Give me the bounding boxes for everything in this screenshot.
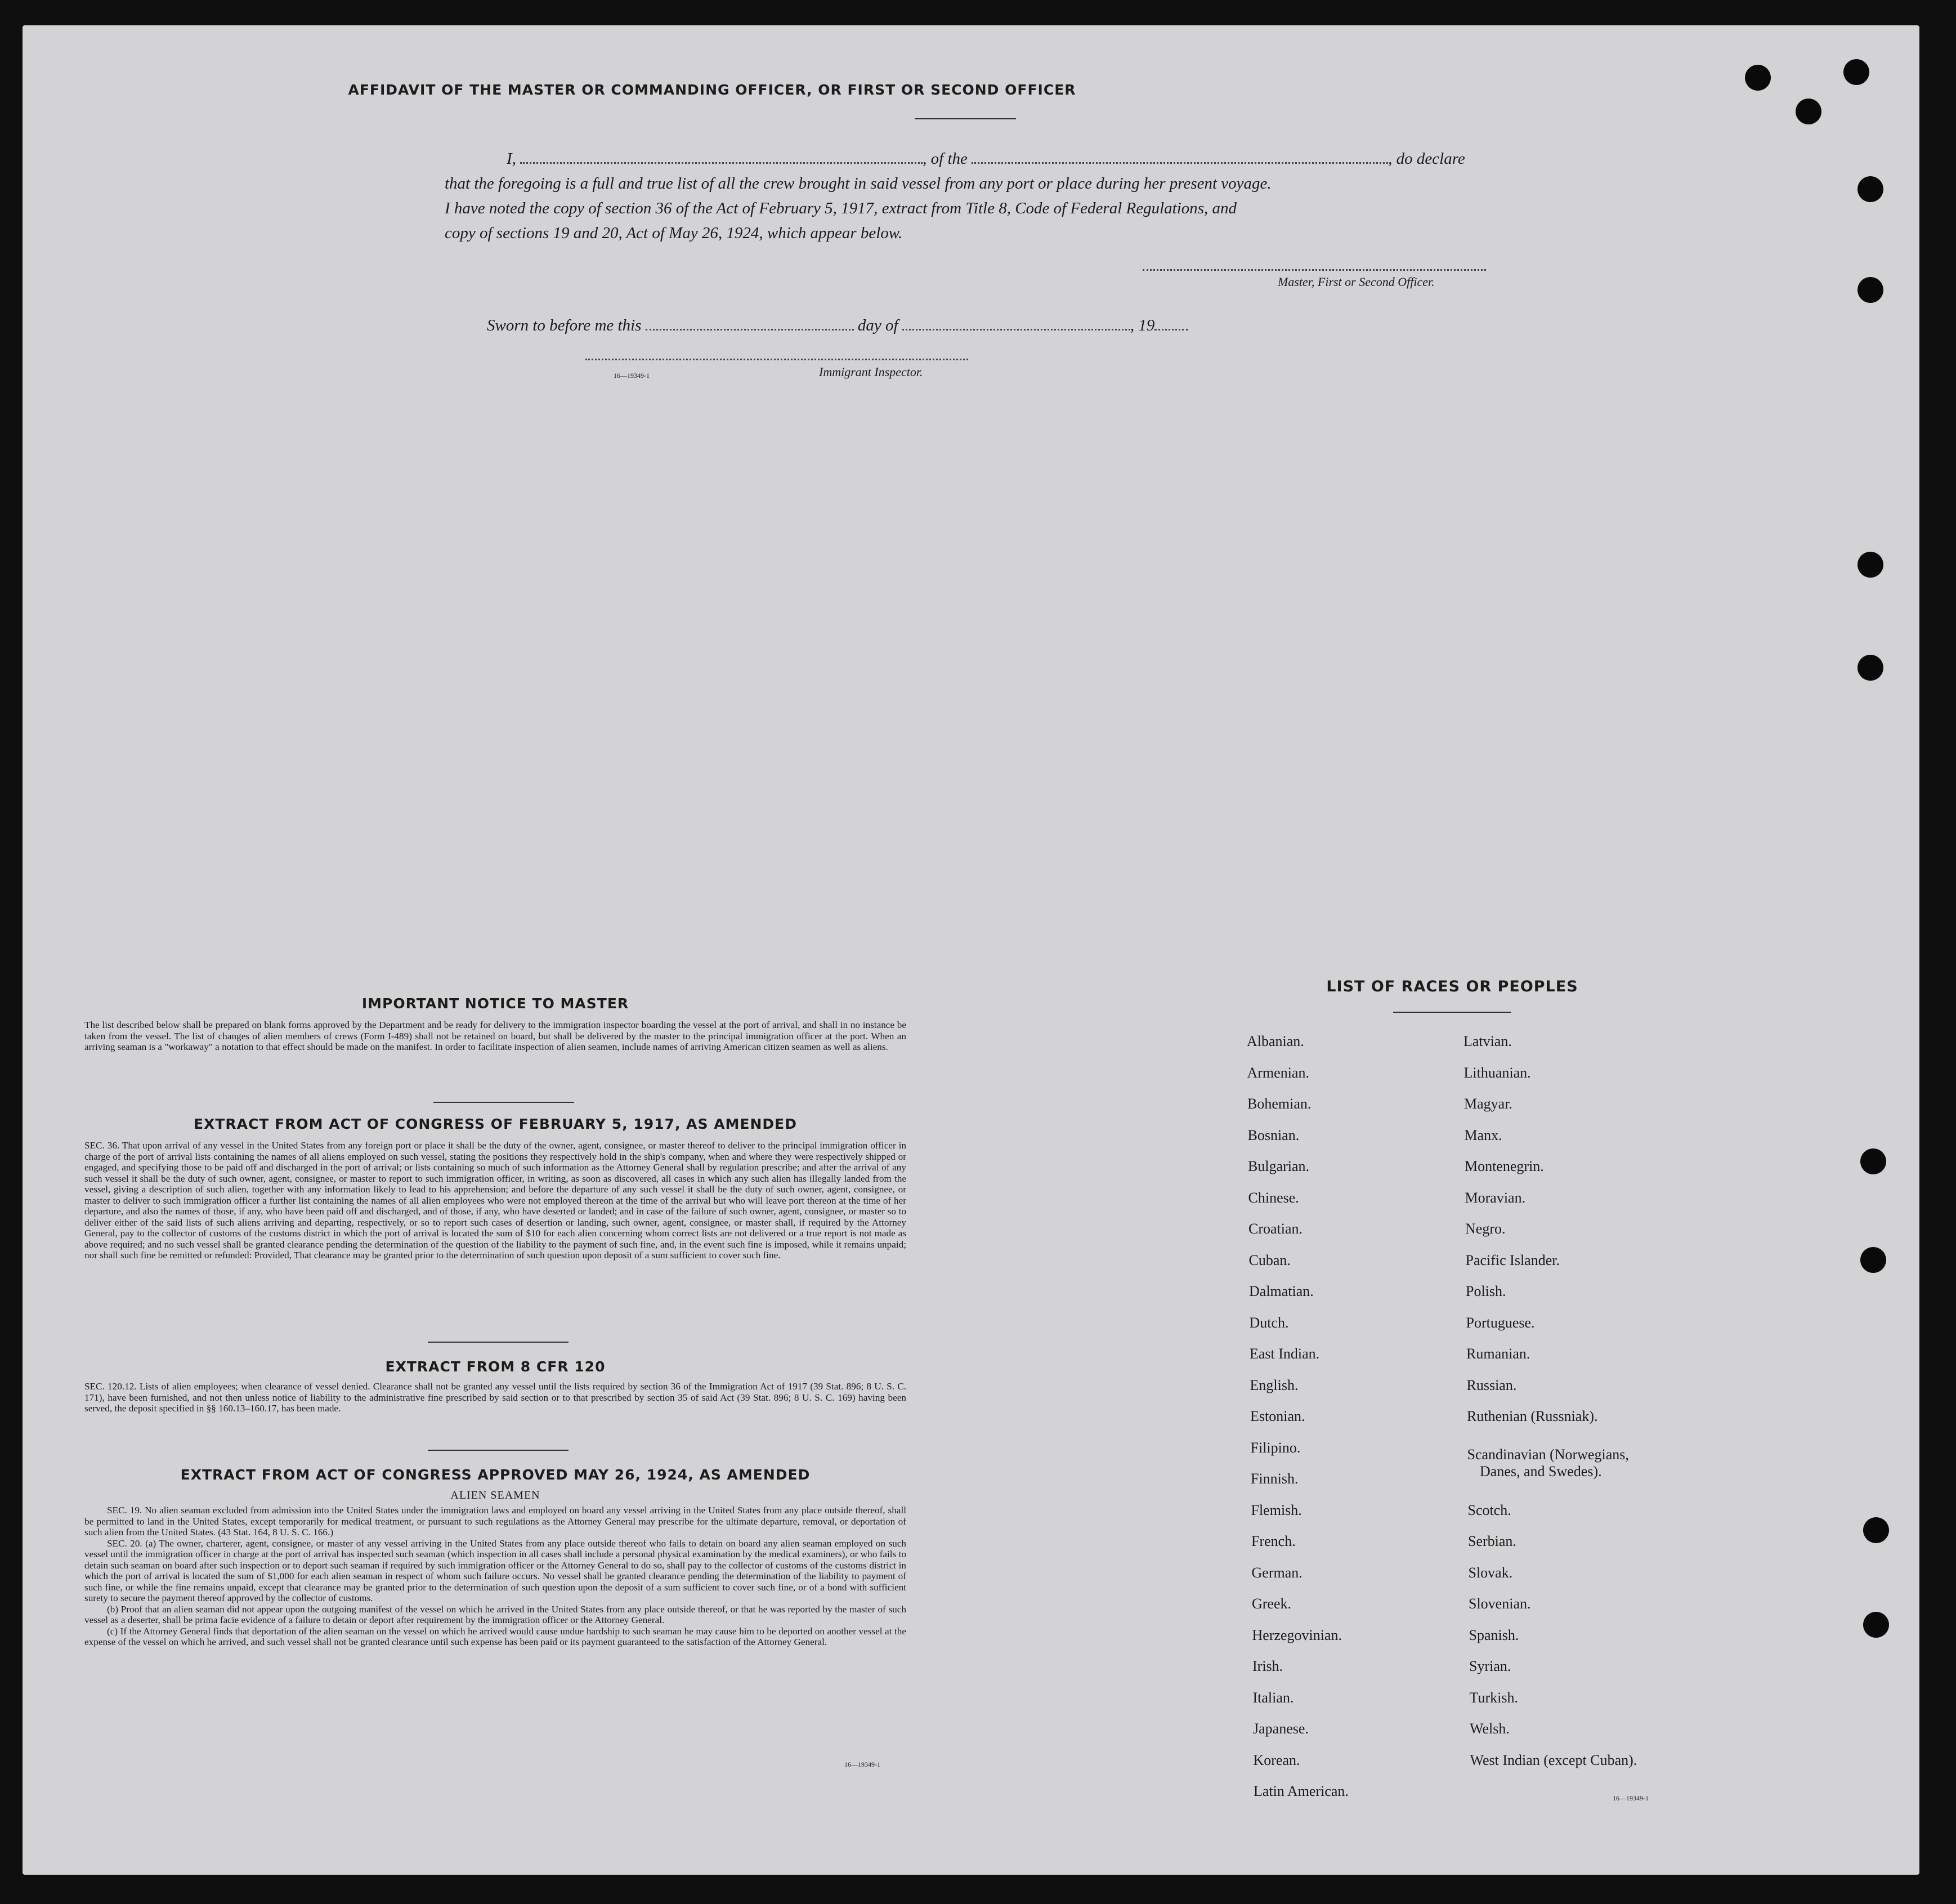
binder-hole	[1860, 1247, 1886, 1273]
title-divider	[915, 118, 1016, 119]
binder-hole	[1863, 1612, 1889, 1638]
races-title: LIST OF RACES OR PEOPLES	[1326, 978, 1578, 995]
declaration-line-4: copy of sections 19 and 20, Act of May 26, 1924, which appear below.	[445, 224, 903, 242]
extract-cfr-title: EXTRACT FROM 8 CFR 120	[385, 1358, 606, 1375]
race-item: Greek.	[1252, 1595, 1292, 1612]
race-item: Finnish.	[1251, 1471, 1299, 1487]
race-item: Manx.	[1464, 1127, 1502, 1143]
sworn-month-blank	[902, 328, 1130, 330]
race-item: Croatian.	[1248, 1221, 1303, 1237]
sec-20c-paragraph: (c) If the Attorney General finds that deportation of the alien seaman on the vessel on which he arrived would cause undue hardship to such seaman he may cause him to be deported on another vessel at the expense of the vessel on which he arrived, and such vessel shall not be granted clearance until such expense has been paid or its payment guaranteed to the satisfaction of the Attorney General.	[84, 1625, 906, 1647]
notice-text: The list described below shall be prepared on blank forms approved by the Department and be ready for delivery to the immigration inspector boarding the vessel at the port of arrival, and shall in no instance be taken from the vessel. The list of changes of alien members of crews (Form I-489) shall not be retained on board, but shall be delivered by the master to the principal immigration officer at the port. When an arriving seaman is a "workaway" a notation to that effect should be made on the manifest. In order to facilitate inspection of alien seamen, include names of arriving American citizen seamen as well as aliens.	[84, 1020, 906, 1052]
race-item: Montenegrin.	[1465, 1158, 1544, 1174]
race-item: English.	[1250, 1376, 1299, 1393]
races-divider	[1393, 1012, 1511, 1013]
race-item: Irish.	[1252, 1658, 1283, 1674]
race-item: Portuguese.	[1466, 1314, 1535, 1331]
race-item: Flemish.	[1251, 1501, 1302, 1518]
signature-line	[1143, 269, 1486, 271]
sec-20b-paragraph: (b) Proof that an alien seaman did not appear upon the outgoing manifest of the vessel on which he arrived in the United States from any place outside thereof, or that he was reported by the master of such vessel as a deserter, shall be prima facie evidence of a failure to detain or deport after requirement by the immigration officer or the Attorney General.	[84, 1603, 906, 1625]
inspector-caption: Immigrant Inspector.	[819, 365, 923, 379]
sworn-year: , 19	[1130, 316, 1155, 334]
extract-cfr-text: SEC. 120.12. Lists of alien employees; when clearance of vessel denied. Clearance shall not be granted any vessel until the lists required by section 36 of the Immigration Act of 1917 (39 Stat. 896; 8 U. S. C. 171), have been furnished, and not then unless notice of liability to the administrative fine prescribed by said section or to that prescribed by section 35 of said Act (39 Stat. 896; 8 U. S. C. 169) having been served, the deposit specified in §§ 160.13–160.17, has been made.	[84, 1381, 906, 1414]
extract-1924-subtitle: ALIEN SEAMEN	[450, 1489, 540, 1501]
race-item: Korean.	[1253, 1751, 1300, 1768]
form-number-left: 16—19349-1	[844, 1760, 880, 1768]
binder-hole	[1860, 1148, 1886, 1174]
declaration-line-1	[445, 146, 1514, 171]
extract-cfr-divider	[428, 1450, 569, 1451]
binder-hole	[1857, 655, 1883, 681]
race-item: Scandinavian (Norwegians,	[1467, 1446, 1629, 1463]
inspector-line	[585, 359, 968, 360]
binder-hole	[1843, 59, 1869, 85]
race-item: Italian.	[1252, 1689, 1294, 1706]
race-item: Scotch.	[1467, 1501, 1511, 1518]
race-item: Herzegovinian.	[1252, 1626, 1342, 1643]
race-item: Danes, and Swedes).	[1480, 1463, 1602, 1480]
race-item: East Indian.	[1250, 1346, 1320, 1362]
extract-1917-title: EXTRACT FROM ACT OF CONGRESS OF FEBRUARY 5, 1917, AS AMENDED	[193, 1116, 798, 1132]
race-item: Dutch.	[1249, 1314, 1289, 1331]
affidavit-title: AFFIDAVIT OF THE MASTER OR COMMANDING OFFICER, OR FIRST OR SECOND OFFICER	[348, 82, 1076, 98]
sworn-year-blank	[1154, 328, 1188, 330]
declaration-i: I,	[507, 150, 516, 168]
declaration-block	[445, 146, 1514, 245]
sworn-day-of: day of	[857, 316, 898, 334]
race-item: Slovak.	[1468, 1564, 1513, 1581]
sworn-day-blank	[646, 328, 854, 330]
race-item: Turkish.	[1469, 1689, 1518, 1706]
race-item: Latin American.	[1254, 1783, 1349, 1799]
race-item: Latvian.	[1463, 1033, 1512, 1049]
binder-hole	[1796, 99, 1821, 124]
race-item: Lithuanian.	[1463, 1064, 1531, 1081]
race-item: German.	[1251, 1564, 1302, 1581]
notice-title: IMPORTANT NOTICE TO MASTER	[361, 995, 629, 1012]
declaration-line-2: that the foregoing is a full and true list of all the crew brought in said vessel from any port or place during her present voyage.	[445, 175, 1272, 193]
race-item: Armenian.	[1247, 1064, 1309, 1081]
form-number-right: 16—19349-1	[1613, 1794, 1649, 1802]
declaration-do-declare: , do declare	[1388, 150, 1465, 168]
declaration-line-3: I have noted the copy of section 36 of the Act of February 5, 1917, extract from Title 8, Code of Federal Regulations, and	[445, 199, 1237, 217]
race-item: Slovenian.	[1469, 1595, 1531, 1612]
sworn-line	[487, 316, 1188, 335]
vessel-blank	[972, 162, 1388, 164]
race-item: Pacific Islander.	[1465, 1252, 1560, 1268]
binder-hole	[1745, 65, 1771, 91]
signature-caption: Master, First or Second Officer.	[1278, 275, 1435, 289]
binder-hole	[1863, 1517, 1889, 1543]
name-blank	[520, 162, 923, 164]
notice-divider	[433, 1102, 574, 1103]
extract-1917-divider	[428, 1342, 569, 1343]
race-item: Syrian.	[1469, 1658, 1511, 1674]
race-item: Dalmatian.	[1249, 1283, 1314, 1299]
extract-1917-text: SEC. 36. That upon arrival of any vessel in the United States from any foreign port or place it shall be the duty of the owner, agent, consignee, or master thereof to deliver to the principal immigration officer in charge of the port of arrival lists containing the names of all aliens employed on such vessel, stating the positions they respectively hold in the ship's company, when and where they were respectively shipped or engaged, and specifying those to be paid off and discharged in the port of arrival; or lists containing so much of such information as the Attorney General shall by regulation prescribe; and after the arrival of any such vessel it shall be the duty of such owner, agent, consignee, or master to report to such immigration officer, in writing, as soon as discovered, all cases in which any such alien has illegally landed from the vessel, giving a description of such alien, together with any information likely to lead to his apprehension; and before the departure of any such vessel it shall be the duty of such owner, agent, consignee, or master to deliver to such immigration officer a further list containing the names of all alien employees who were not employed thereon at the time of the arrival but who will leave port thereon at the time of her departure, and also the names of those, if any, who have been paid off and discharged, and of those, if any, who have deserted or landed; and in case of the failure of such owner, agent, consignee, or master so to deliver either of the said lists of such aliens arriving and departing, respectively, or so to report such cases of desertion or landing, such owner, agent, consignee, or master shall, if required by the Attorney General, pay to the collector of customs of the customs district in which the port of arrival is located the sum of $10 for each alien concerning whom correct lists are not delivered or a true report is not made as above required; and no such vessel shall be granted clearance pending the determination of the question of the liability to the payment of such fine, and, in the event such fine is imposed, while it remains unpaid; nor shall such fine be remitted or refunded: Provided, That clearance may be granted prior to the determination of such question upon deposit of a sum sufficient to cover such fine.	[84, 1140, 906, 1261]
race-item: Russian.	[1466, 1376, 1517, 1393]
extract-1924-title: EXTRACT FROM ACT OF CONGRESS APPROVED MAY 26, 1924, AS AMENDED	[180, 1467, 811, 1483]
race-item: Welsh.	[1470, 1720, 1510, 1737]
document-page	[23, 25, 1919, 1875]
race-item: Negro.	[1465, 1221, 1506, 1237]
binder-hole	[1857, 552, 1883, 578]
sec-20a-paragraph: SEC. 20. (a) The owner, charterer, agent, consignee, or master of any vessel arriving in the United States from any place outside thereof who fails to detain on board any alien seaman employed on such vessel until the immigration officer in charge at the port of arrival has inspected such seaman (which inspection in all cases shall include a personal physical examination by the medical examiners), or who fails to detain such seaman on board after such inspection or to deport such seaman if required by such immigration officer or the Attorney General to do so, shall pay to the collector of customs of the customs district in which the port of arrival is located the sum of $1,000 for each alien seaman in respect of whom such failure occurs. No vessel shall be granted clearance pending the determination of the liability to payment of such fine, or while the fine remains unpaid, except that clearance may be granted prior to the determination of such question upon the deposit of a sum sufficient to cover such fine, or of a bond with sufficient surety to secure the payment thereof approved by the collector of customs.	[84, 1537, 906, 1603]
race-item: Magyar.	[1464, 1096, 1512, 1112]
sec-19-paragraph: SEC. 19. No alien seaman excluded from admission into the United States under the immigration laws and employed on board any vessel arriving in the United States from any place outside thereof, shall be permitted to land in the United States, except temporarily for medical treatment, or pursuant to such regulations as the Attorney General may prescribe for the ultimate departure, removal, or deportation of such alien from the United States. (43 Stat. 164, 8 U. S. C. 166.)	[84, 1505, 906, 1537]
race-item: Chinese.	[1248, 1189, 1299, 1206]
binder-hole	[1857, 176, 1883, 202]
race-item: Serbian.	[1468, 1533, 1516, 1549]
race-item: French.	[1251, 1533, 1296, 1549]
race-item: Filipino.	[1250, 1439, 1301, 1456]
race-item: West Indian (except Cuban).	[1470, 1751, 1637, 1768]
race-item: Cuban.	[1248, 1252, 1291, 1268]
race-item: Spanish.	[1469, 1626, 1519, 1643]
binder-hole	[1857, 277, 1883, 303]
race-item: Ruthenian (Russniak).	[1467, 1408, 1598, 1424]
race-item: Bosnian.	[1247, 1127, 1300, 1143]
race-item: Bohemian.	[1247, 1096, 1312, 1112]
race-item: Rumanian.	[1466, 1346, 1530, 1362]
race-item: Japanese.	[1253, 1720, 1309, 1737]
race-item: Moravian.	[1465, 1189, 1526, 1206]
sworn-prefix: Sworn to before me this	[487, 316, 642, 334]
declaration-of-the: , of the	[923, 150, 968, 168]
extract-1924-body	[84, 1505, 906, 1648]
form-number-top: 16—19349-1	[614, 372, 650, 379]
race-item: Bulgarian.	[1248, 1158, 1310, 1174]
race-item: Albanian.	[1247, 1033, 1304, 1049]
race-item: Polish.	[1466, 1283, 1506, 1299]
race-item: Estonian.	[1250, 1408, 1305, 1424]
